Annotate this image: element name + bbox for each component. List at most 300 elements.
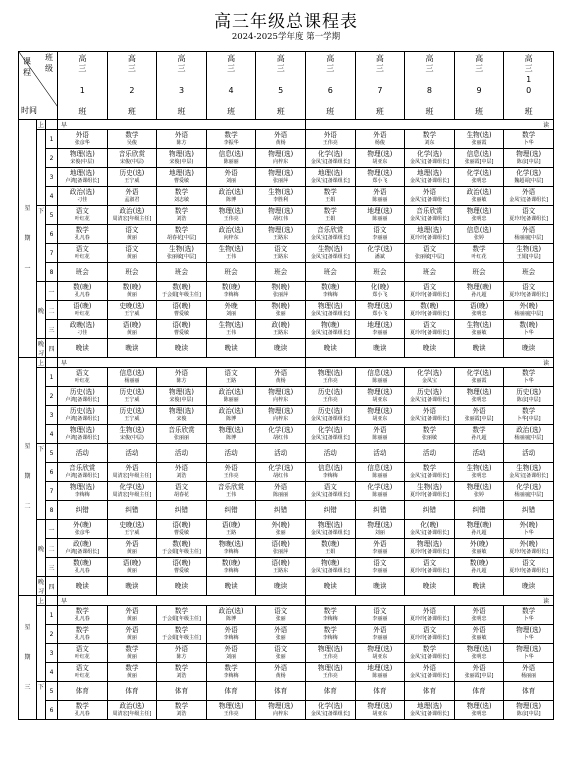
teacher-text: 陈方	[176, 654, 187, 660]
teacher-text: 李梅梅	[223, 568, 239, 574]
teacher-text: 孔凡春	[74, 616, 90, 622]
subject-text: 外(晚)	[519, 520, 538, 529]
subject-text: 数(晚)	[122, 282, 142, 291]
period-row	[19, 406, 554, 425]
evening-cell	[355, 301, 405, 320]
schedule-cell	[504, 644, 554, 663]
subject-text: 外语	[373, 130, 387, 139]
schedule-cell	[305, 168, 355, 187]
schedule-cell	[355, 244, 405, 263]
teacher-text: 张丽敏[中层]	[415, 254, 444, 260]
schedule-cell	[157, 444, 207, 463]
subject-text: 活动	[323, 448, 337, 457]
subject-text: 物理(选)	[516, 149, 542, 158]
morning-label: 上	[37, 358, 46, 368]
evening-cell	[504, 539, 554, 558]
teacher-text: 金凤宝[备课组长]	[310, 530, 350, 536]
period-number: 6	[46, 463, 58, 482]
evening-cell	[206, 339, 256, 358]
teacher-text: 张明忠	[471, 654, 487, 660]
class-header-row	[19, 52, 554, 120]
teacher-text: 张明忠	[471, 216, 487, 222]
schedule-table	[18, 51, 554, 720]
schedule-cell	[107, 606, 157, 625]
subject-text: 外语	[274, 625, 288, 634]
schedule-cell	[256, 644, 306, 663]
subject-text: 语文	[422, 558, 437, 567]
teacher-text: 刘丽	[226, 654, 237, 660]
subject-text: 活动	[75, 448, 89, 457]
evening-cell	[355, 339, 405, 358]
evening-row	[19, 320, 554, 339]
subject-text: 物理(选)	[466, 482, 492, 491]
subject-text: 外语	[224, 168, 238, 177]
subject-text: 语文	[422, 244, 437, 253]
subject-text: 外(晚)	[271, 520, 290, 529]
schedule-cell	[355, 263, 405, 282]
schedule-cell	[405, 130, 455, 149]
teacher-text: 张婷	[474, 492, 485, 498]
teacher-text: 金凤宝[备课组长]	[310, 568, 350, 574]
schedule-cell	[405, 501, 455, 520]
teacher-text: 向梓东	[273, 159, 289, 165]
teacher-text: 陈方	[176, 378, 187, 384]
schedule-cell	[355, 644, 405, 663]
schedule-cell	[256, 368, 306, 387]
subject-text: 物理(选)	[268, 387, 294, 396]
teacher-text: 王伟亮	[223, 216, 239, 222]
teacher-text: 曹爱敏	[173, 330, 189, 336]
subject-text: 物理(选)	[417, 539, 442, 548]
schedule-cell	[107, 644, 157, 663]
subject-text: 物理(晚)	[466, 520, 492, 529]
teacher-text: 潘斌	[374, 254, 385, 260]
teacher-text: 金凤宝[备课组长]	[410, 673, 449, 679]
subject-text: 信息(选)	[466, 225, 492, 234]
subject-text: 活动	[125, 448, 139, 457]
subject-text: 物理(选)	[69, 425, 95, 434]
subject-text: 物理(选)	[268, 149, 294, 158]
schedule-cell	[355, 187, 405, 206]
teacher-text: 陈彦[中层]	[516, 711, 541, 717]
subject-text: 语文	[422, 625, 437, 634]
teacher-text: 夏玲玲[备课组长]	[509, 549, 549, 555]
teacher-text: 郑小飞	[372, 178, 388, 184]
teacher-text: 曹爱敏	[173, 311, 189, 317]
schedule-cell	[355, 482, 405, 501]
class-header-4: 高 三 4 班	[206, 52, 256, 120]
subject-text: 语文	[125, 225, 139, 234]
subject-text: 外语	[422, 187, 437, 196]
schedule-cell	[504, 263, 554, 282]
evening-number: 一	[46, 520, 58, 539]
teacher-text: 孔凡春	[74, 235, 90, 241]
evening-cell	[305, 577, 355, 596]
schedule-cell	[454, 463, 504, 482]
teacher-text: 金凤宝[备课组长]	[310, 235, 350, 241]
schedule-cell	[305, 444, 355, 463]
schedule-cell	[454, 263, 504, 282]
period-number: 2	[46, 387, 58, 406]
teacher-text: 金凤宝[备课组长]	[410, 159, 449, 165]
subject-text: 数学	[422, 463, 437, 472]
subject-text: 体育	[125, 686, 139, 695]
evening-row	[19, 520, 554, 539]
teacher-text: 卢鸿[备课组长]	[65, 178, 100, 184]
subject-text: 班会	[125, 267, 139, 276]
evening-cell	[305, 320, 355, 339]
schedule-cell	[107, 130, 157, 149]
evening-cell	[107, 320, 157, 339]
subject-text: 物理(选)	[218, 701, 244, 710]
teacher-text: 王伟亮	[322, 378, 338, 384]
period-number: 4	[46, 425, 58, 444]
teacher-text: 金凤宝[备课组长]	[509, 473, 549, 479]
schedule-cell	[58, 130, 108, 149]
schedule-cell	[58, 606, 108, 625]
teacher-text: 王路东	[273, 235, 289, 241]
subject-text: 外语	[174, 130, 189, 139]
subject-text: 数学	[323, 625, 337, 634]
evening-number: 四	[46, 577, 58, 596]
teacher-text: 夏玲玲[备课组长]	[410, 311, 449, 317]
teacher-text: 宋俊(中层)	[119, 159, 144, 165]
schedule-cell	[504, 482, 554, 501]
evening-cell	[305, 539, 355, 558]
teacher-text: 张明忠	[471, 397, 487, 403]
subject-text: 物理(选)	[516, 644, 542, 653]
schedule-cell	[504, 225, 554, 244]
subject-text: 外语	[422, 406, 437, 415]
schedule-cell	[58, 425, 108, 444]
schedule-cell	[355, 701, 405, 720]
evening-row	[19, 282, 554, 301]
schedule-cell	[305, 425, 355, 444]
schedule-cell	[206, 663, 256, 682]
subject-text: 信息(选)	[317, 463, 343, 472]
evening-cell	[454, 520, 504, 539]
afternoon-label: 下	[37, 682, 46, 720]
schedule-cell	[107, 387, 157, 406]
day-label: 星 期 二	[19, 358, 37, 596]
teacher-text: 陈丽丽	[372, 473, 388, 479]
teacher-text: 刘丽	[226, 311, 237, 317]
subject-text: 物晚(选)	[218, 539, 244, 548]
subject-text: 纠错	[323, 505, 337, 514]
evening-cell	[157, 301, 207, 320]
schedule-cell	[454, 663, 504, 682]
teacher-text: 张明忠	[471, 311, 487, 317]
schedule-cell	[107, 187, 157, 206]
morning-label: 上	[37, 596, 46, 606]
teacher-text: 夏玲玲[备课组长]	[509, 292, 549, 298]
evening-cell	[405, 339, 455, 358]
schedule-cell	[256, 663, 306, 682]
subject-text: 语文	[174, 482, 189, 491]
subject-text: 史晚(选)	[119, 520, 145, 529]
class-header-7: 高 三 7 班	[355, 52, 405, 120]
subject-text: 生物(选)	[169, 244, 194, 253]
teacher-text: 郑小飞	[372, 311, 388, 317]
period-number: 5	[46, 206, 58, 225]
subject-text: 语文	[274, 244, 288, 253]
evening-cell	[454, 339, 504, 358]
subject-text: 外语	[472, 663, 486, 672]
evening-cell	[405, 558, 455, 577]
subject-text: 数学	[224, 130, 238, 139]
teacher-text: 王路东	[273, 330, 289, 336]
schedule-cell	[454, 606, 504, 625]
teacher-text: 叶红花	[74, 673, 90, 679]
schedule-cell	[405, 701, 455, 720]
period-row	[19, 644, 554, 663]
subject-text: 外语	[125, 463, 139, 472]
period-number: 3	[46, 644, 58, 663]
schedule-cell	[157, 225, 207, 244]
subject-text: 外(晚)	[73, 520, 92, 529]
subject-text: 地理(选)	[69, 168, 95, 177]
evening-cell	[58, 539, 108, 558]
evening-cell	[504, 520, 554, 539]
schedule-cell	[206, 644, 256, 663]
teacher-text: 李胜利	[273, 197, 289, 203]
evening-cell	[504, 320, 554, 339]
schedule-cell	[58, 206, 108, 225]
subject-text: 政治(选)	[466, 187, 492, 196]
subject-text: 数学	[522, 368, 536, 377]
subject-text: 物理(选)	[169, 149, 194, 158]
period-row	[19, 206, 554, 225]
teacher-text: 金凤宝[备课组长]	[310, 254, 350, 260]
morning-label: 上	[37, 120, 46, 130]
early-reading-blank	[46, 596, 58, 606]
period-number: 5	[46, 682, 58, 701]
teacher-text: 李丽丽	[372, 330, 388, 336]
evening-number: 二	[46, 301, 58, 320]
period-number: 1	[46, 130, 58, 149]
teacher-text: 王娟	[325, 216, 336, 222]
subject-text: 地理(选)	[367, 320, 393, 329]
teacher-text: 宋俊(中层)	[119, 435, 144, 441]
subject-text: 体育	[422, 686, 437, 695]
schedule-cell	[405, 444, 455, 463]
teacher-text: 卜华[中层]	[516, 416, 541, 422]
subject-text: 化学(选)	[367, 244, 393, 253]
teacher-text: 金凤宝	[421, 378, 437, 384]
subject-text: 物理(选)	[466, 644, 492, 653]
subject-text: 语文	[75, 244, 89, 253]
subject-text: 数学	[75, 701, 89, 710]
schedule-cell	[58, 168, 108, 187]
evening-row	[19, 558, 554, 577]
subject-text: 晚读	[422, 343, 437, 352]
teacher-text: 李梅梅	[223, 635, 239, 641]
teacher-text: 陈博	[226, 197, 237, 203]
teacher-text: 陈丽丽	[372, 378, 388, 384]
subject-text: 语(晚)	[271, 558, 290, 567]
teacher-text: 向梓东	[273, 397, 289, 403]
period-number: 3	[46, 406, 58, 425]
schedule-cell	[355, 444, 405, 463]
subject-text: 外语	[224, 463, 238, 472]
subject-text: 物理(选)	[367, 168, 393, 177]
subject-text: 外语	[125, 625, 139, 634]
teacher-text: 刘浩	[176, 216, 187, 222]
subject-text: 物理(选)	[268, 225, 294, 234]
evening-cell	[206, 282, 256, 301]
teacher-text: 胡红伟	[273, 473, 289, 479]
teacher-text: 于会娟[年级主任]	[162, 635, 201, 641]
subject-text: 纠错	[472, 505, 486, 514]
evening-number: 三	[46, 558, 58, 577]
subject-text: 物理(选)	[268, 206, 294, 215]
teacher-text: 王宁威	[124, 311, 140, 317]
teacher-text: 李梅梅	[223, 292, 239, 298]
subject-text: 历史(选)	[317, 387, 343, 396]
subject-text: 语(晚)	[469, 301, 489, 310]
schedule-cell	[454, 244, 504, 263]
subject-text: 音乐欣赏	[118, 149, 146, 158]
subject-text: 外语	[323, 130, 337, 139]
subject-text: 活动	[522, 448, 536, 457]
subject-text: 数学	[174, 701, 189, 710]
subject-text: 语文	[522, 558, 536, 567]
teacher-text: 宋俊(中层)	[169, 397, 194, 403]
subject-text: 化学(选)	[367, 482, 393, 491]
subject-text: 班会	[224, 267, 238, 276]
evening-cell	[504, 301, 554, 320]
schedule-cell	[256, 225, 306, 244]
teacher-text: 王伟亮	[322, 654, 338, 660]
period-row	[19, 606, 554, 625]
subject-text: 政(晚)	[271, 320, 290, 329]
teacher-text: 周清宏[年级主任]	[112, 473, 152, 479]
teacher-text: 夏玲玲[备课组长]	[410, 549, 449, 555]
subject-text: 语(晚)	[122, 320, 142, 329]
schedule-cell	[454, 387, 504, 406]
subject-text: 晚读	[224, 581, 238, 590]
teacher-text: 王娟[中层]	[516, 254, 541, 260]
subject-text: 纠错	[422, 505, 437, 514]
evening-cell	[107, 520, 157, 539]
subject-text: 班会	[75, 267, 89, 276]
evening-self-label: 晚 习	[37, 339, 46, 358]
evening-cell	[206, 558, 256, 577]
schedule-cell	[206, 482, 256, 501]
schedule-cell	[256, 263, 306, 282]
evening-cell	[256, 339, 306, 358]
schedule-cell	[504, 663, 554, 682]
teacher-text: 夏玲玲[备课组长]	[509, 216, 549, 222]
evening-cell	[157, 539, 207, 558]
subject-text: 外语	[472, 406, 486, 415]
teacher-text: 张明忠	[471, 473, 487, 479]
subject-text: 数学	[224, 663, 238, 672]
subject-text: 音乐欣赏	[416, 206, 443, 215]
subject-text: 语(晚)	[122, 558, 142, 567]
period-row	[19, 463, 554, 482]
period-number: 1	[46, 606, 58, 625]
period-row	[19, 387, 554, 406]
teacher-text: 曹爱敏	[173, 530, 189, 536]
period-row	[19, 244, 554, 263]
subject-text: 政治(选)	[69, 187, 95, 196]
subject-text: 晚读	[472, 581, 486, 590]
schedule-cell	[504, 149, 554, 168]
subject-text: 化学(选)	[516, 168, 542, 177]
schedule-cell	[157, 463, 207, 482]
schedule-cell	[107, 263, 157, 282]
schedule-cell	[355, 406, 405, 425]
teacher-text: 金凤宝[备课组长]	[310, 492, 350, 498]
subject-text: 历史(选)	[516, 387, 542, 396]
teacher-text: 叶红花	[471, 254, 487, 260]
subject-text: 活动	[274, 448, 288, 457]
teacher-text: 李梅梅	[322, 635, 338, 641]
schedule-cell	[504, 206, 554, 225]
subject-text: 数(晚)	[221, 558, 241, 567]
schedule-cell	[58, 187, 108, 206]
subject-text: 数学	[422, 425, 437, 434]
evening-cell	[206, 539, 256, 558]
corner-diagonal	[19, 52, 58, 120]
schedule-cell	[206, 149, 256, 168]
schedule-cell	[504, 368, 554, 387]
evening-cell	[157, 282, 207, 301]
schedule-cell	[206, 606, 256, 625]
evening-label: 晚	[37, 520, 46, 577]
subject-text: 数(晚)	[519, 320, 538, 329]
subject-text: 物理(选)	[317, 644, 343, 653]
evening-self-label: 晚 习	[37, 577, 46, 596]
subject-text: 语文	[522, 282, 536, 291]
evening-cell	[157, 558, 207, 577]
subject-text: 数(晚)	[172, 539, 191, 548]
schedule-cell	[504, 387, 554, 406]
subject-text: 外语	[522, 187, 536, 196]
subject-text: 外语	[224, 644, 238, 653]
subject-text: 语文	[274, 644, 288, 653]
corner-cell	[19, 52, 58, 120]
schedule-cell	[504, 501, 554, 520]
subject-text: 化学(选)	[516, 482, 542, 491]
subject-text: 数(晚)	[73, 558, 92, 567]
subject-text: 班会	[373, 267, 387, 276]
period-row	[19, 482, 554, 501]
teacher-text: 黄杨	[275, 673, 286, 679]
teacher-text: 刘浩	[176, 673, 187, 679]
schedule-cell	[58, 149, 108, 168]
class-header-9: 高 三 9 班	[454, 52, 504, 120]
subject-text: 化学(选)	[417, 368, 442, 377]
schedule-cell	[305, 463, 355, 482]
schedule-cell	[157, 682, 207, 701]
teacher-text: 夏玲玲[备课组长]	[509, 568, 549, 574]
schedule-cell	[305, 130, 355, 149]
morning-block	[37, 130, 46, 206]
teacher-text: 刁佳	[77, 330, 88, 336]
subject-text: 语文	[422, 320, 437, 329]
schedule-cell	[58, 501, 108, 520]
day-early-row	[19, 596, 554, 606]
evening-cell	[454, 301, 504, 320]
schedule-cell	[405, 263, 455, 282]
teacher-text: 张丽	[275, 616, 286, 622]
subject-text: 纠错	[75, 505, 89, 514]
subject-text: 信息(选)	[218, 149, 244, 158]
teacher-text: 王娟	[325, 549, 336, 555]
subject-text: 纠错	[274, 505, 288, 514]
